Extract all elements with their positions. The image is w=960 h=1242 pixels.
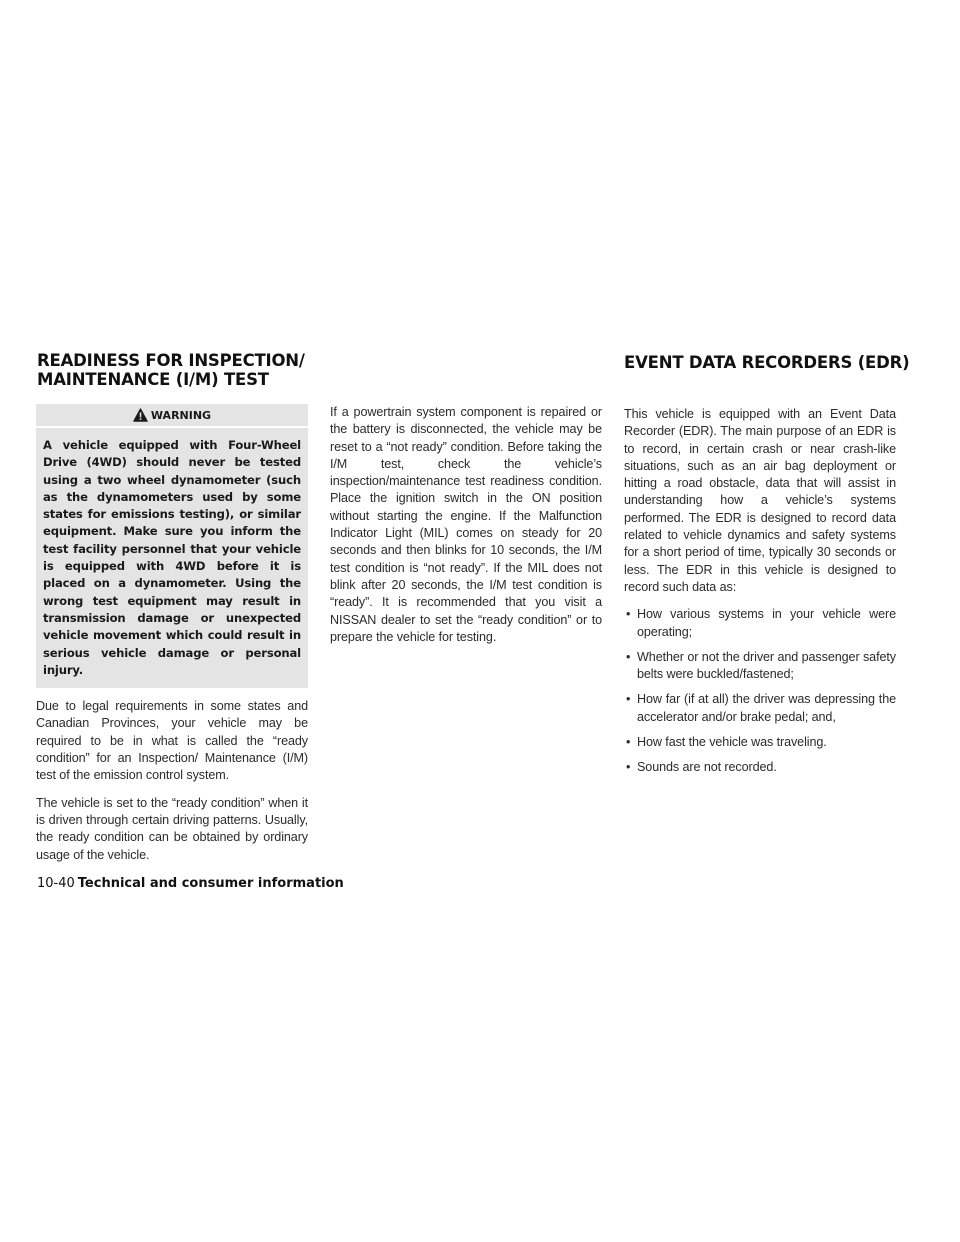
footer-section-title: Technical and consumer information (77, 876, 344, 891)
page-footer (37, 876, 344, 891)
left-column (36, 404, 308, 874)
list-item-text: Sounds are not recorded. (637, 760, 777, 775)
list-item (624, 691, 896, 726)
list-item-text: How fast the vehicle was traveling. (637, 735, 827, 750)
list-item (624, 759, 896, 776)
list-item-text: How far (if at all) the driver was depressing the accelerator and/or brake pedal; and, (637, 692, 896, 724)
heading-line: READINESS FOR INSPECTION/ (37, 351, 305, 370)
warning-text: A vehicle equipped with Four-Wheel Drive (4WD) should never be tested using a two wheel dynamometer (such as the dynamometers used by some states for emissions testing), or similar equipment. Make sure you inform the test facility personnel that your vehicle is equipped with 4WD before it is placed on a dynamometer. Using the wrong test equipment may result in transmission damage or unexpected vehicle movement which could result in serious vehicle damage or personal injury. (43, 438, 301, 677)
warning-box (36, 404, 308, 688)
list-item-text: Whether or not the driver and passenger safety belts were buckled/fastened; (637, 649, 896, 682)
heading-line: EVENT DATA RECORDERS (EDR) (624, 353, 910, 372)
list-item (624, 606, 896, 641)
bullet-marker: • (626, 735, 631, 750)
paragraph: If a powertrain system component is repaired or the battery is disconnected, the vehicle may be reset to a “not ready” condition. Before taking the I/M test, check the vehicle’s inspection/maintenance test readiness condition. Place the ignition switch in the ON position without starting the engine. If the Malfunction Indicator Light (MIL) comes on steady for 20 seconds and then blinks for 10 seconds, the I/M test condition is “not ready”. If the MIL does not blink after 20 seconds, the I/M test condition is “ready”. It is recommended that you visit a NISSAN dealer to set the “ready condition” or to prepare the vehicle for testing. (330, 405, 602, 644)
list-item (624, 649, 896, 684)
heading-line: MAINTENANCE (I/M) TEST (37, 370, 269, 389)
list-item (624, 734, 896, 751)
bullet-marker: • (626, 760, 631, 775)
paragraph: The vehicle is set to the “ready condition” when it is driven through certain driving patterns. Usually, the ready condition can be obtained by ordinary usage of the vehicle. (36, 795, 308, 862)
bullet-marker: • (626, 607, 631, 622)
list-item-text: How various systems in your vehicle were operating; (637, 607, 896, 639)
bullet-marker: • (626, 649, 631, 664)
warning-triangle-icon (133, 408, 148, 422)
section-heading-im-test (37, 351, 305, 389)
paragraph: This vehicle is equipped with an Event Data Recorder (EDR). The main purpose of an EDR is to record, in certain crash or near crash-like situations, such as an air bag deployment or hitting a road obstacle, data that will assist in understanding how a vehicle’s systems performed. The EDR is designed to record data related to vehicle dynamics and safety systems for a short period of time, typically 30 seconds or less. The EDR in this vehicle is designed to record such data as: (624, 407, 896, 594)
bullet-marker: • (626, 692, 631, 707)
middle-column (330, 404, 602, 656)
page-number: 10-40 (37, 876, 75, 891)
paragraph: Due to legal requirements in some states and Canadian Provinces, your vehicle may be required to be in what is called the “ready condition” for an Inspection/ Maintenance (I/M) test of the emission control system. (36, 699, 308, 783)
right-column (624, 406, 896, 785)
warning-header (36, 404, 308, 426)
edr-data-list (624, 606, 896, 776)
section-heading-edr (624, 353, 909, 372)
warning-title: WARNING (150, 408, 212, 422)
